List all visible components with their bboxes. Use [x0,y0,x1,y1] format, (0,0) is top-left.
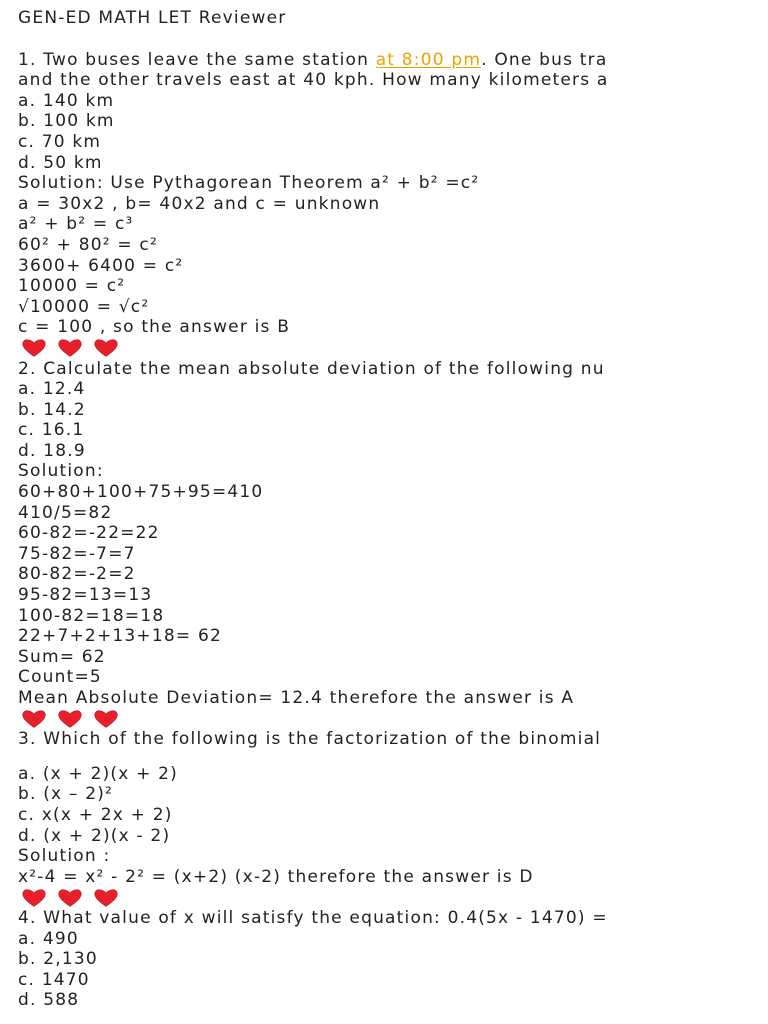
heart-icon [18,709,50,729]
choice-item: b. 2,130 [18,949,98,970]
choice-item: b. (x – 2)² [18,784,114,805]
solution-line: Sum= 62 [18,646,106,667]
solution-line: 95-82=13=13 [18,585,153,606]
page-title: GEN-ED MATH LET Reviewer [18,8,287,28]
choice-item: a. (x + 2)(x + 2) [18,763,179,784]
solution-line: 410/5=82 [18,502,113,523]
question-1-text-before: 1. Two buses leave the same station [18,49,376,70]
solution-line: 60+80+100+75+95=410 [18,482,264,503]
heart-icon [54,709,86,729]
solution-line: 100-82=18=18 [18,605,165,626]
choice-item: d. (x + 2)(x - 2) [18,825,171,846]
time-link[interactable]: at 8:00 pm [375,49,482,70]
document [18,8,768,1011]
choice-item: c. 16.1 [18,420,85,441]
choice-item: c. 70 km [18,131,102,152]
solution-line: 75-82=-7=7 [18,543,136,564]
heart-icon [54,338,86,358]
question-1-line-1 [18,50,768,71]
heart-icon [18,338,50,358]
question-3-text: 3. Which of the following is the factorization of the binomial [18,729,602,750]
solution-line: 60-82=-22=22 [18,523,160,544]
heart-icon [90,338,122,358]
solution-line: 60² + 80² = c² [18,234,158,255]
solution-line: Mean Absolute Deviation= 12.4 therefore the answer is A [18,688,575,708]
solution-line: Solution: Use Pythagorean Theorem a² + b² =c² [18,173,480,194]
question-1-line-2: and the other travels east at 40 kph. How many kilometers a [18,70,609,91]
choice-item: a. 140 km [18,90,115,111]
choice-item: c. x(x + 2x + 2) [18,804,173,825]
heart-icon [54,888,86,908]
heart-icon [90,709,122,729]
solution-line: 80-82=-2=2 [18,564,136,585]
solution-line: 3600+ 6400 = c² [18,255,184,276]
solution-line: a = 30x2 , b= 40x2 and c = unknown [18,193,381,214]
heart-icon [18,888,50,908]
question-1-text-after: . One bus tra [481,49,608,70]
solution-line: Solution : [18,846,111,867]
question-4-text: 4. What value of x will satisfy the equation: 0.4(5x - 1470) = [18,907,608,928]
solution-line: 22+7+2+13+18= 62 [18,626,222,647]
choice-item: a. 12.4 [18,379,86,400]
solution-line: 10000 = c² [18,276,126,297]
hearts-row [18,887,768,908]
choice-item: d. 588 [18,990,80,1011]
solution-line: a² + b² = c³ [18,214,134,235]
solution-line: Count=5 [18,667,102,688]
choice-item: d. 50 km [18,152,103,173]
choice-item: b. 14.2 [18,399,86,420]
solution-line: c = 100 , so the answer is B [18,317,291,338]
question-2-text: 2. Calculate the mean absolute deviation of the following nu [18,358,605,379]
solution-line: x²-4 = x² - 2² = (x+2) (x-2) therefore the answer is D [18,866,534,887]
hearts-row [18,338,768,359]
hearts-row [18,709,768,730]
solution-line: Solution: [18,461,104,482]
solution-line: √10000 = √c² [18,296,150,317]
spacer [18,750,768,764]
choice-item: c. 1470 [18,969,90,990]
choice-item: d. 18.9 [18,440,86,461]
choice-item: a. 490 [18,928,79,949]
heart-icon [90,888,122,908]
choice-item: b. 100 km [18,111,115,132]
